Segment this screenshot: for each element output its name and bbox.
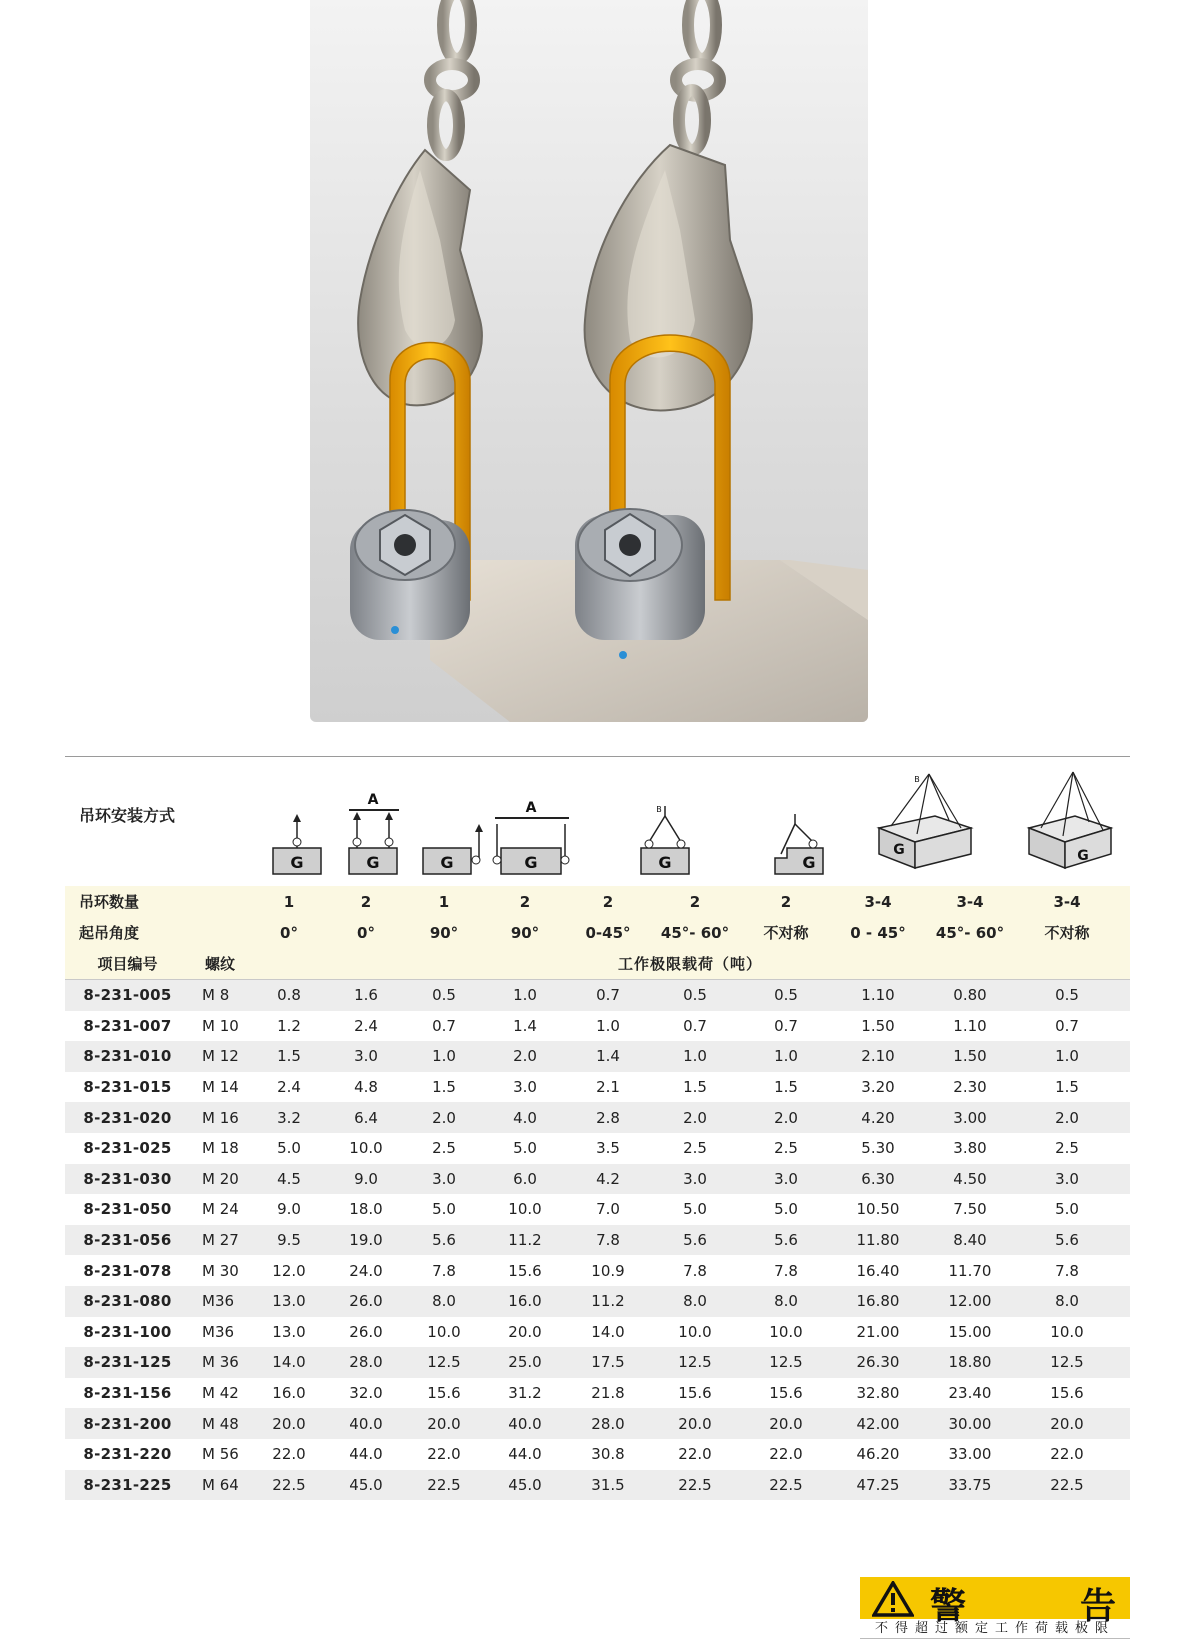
load-cell: 0.5 <box>774 986 798 1005</box>
load-cell: 22.0 <box>272 1445 306 1464</box>
load-cell: 3.0 <box>432 1169 456 1188</box>
load-cell: 3.20 <box>861 1078 895 1097</box>
angle-cell: 90° <box>429 923 459 942</box>
diagram-double-side <box>493 800 569 874</box>
load-cell: 2.30 <box>953 1078 987 1097</box>
load-cell: 1.5 <box>1055 1078 1079 1097</box>
angle-cell: 0-45° <box>585 923 631 942</box>
svg-text:G: G <box>802 853 816 872</box>
qty-cell: 1 <box>283 892 295 911</box>
load-cell: 4.8 <box>354 1078 378 1097</box>
header-band <box>65 886 1130 979</box>
item-number-cell: 8-231-156 <box>83 1384 172 1403</box>
load-cell: 7.0 <box>596 1200 620 1219</box>
thread-cell: M 56 <box>202 1445 239 1464</box>
table-row <box>65 1317 1130 1348</box>
load-cell: 3.0 <box>774 1169 798 1188</box>
load-cell: 1.10 <box>861 986 895 1005</box>
load-cell: 20.0 <box>508 1322 542 1341</box>
load-cell: 21.8 <box>591 1384 625 1403</box>
item-number-cell: 8-231-015 <box>83 1078 172 1097</box>
load-cell: 45.0 <box>508 1475 542 1494</box>
load-cell: 3.0 <box>1055 1169 1079 1188</box>
load-cell: 10.50 <box>856 1200 900 1219</box>
divider <box>65 756 1130 757</box>
load-cell: 12.5 <box>769 1353 803 1372</box>
load-cell: 7.8 <box>1055 1261 1079 1280</box>
load-cell: 22.5 <box>1050 1475 1084 1494</box>
table-row <box>65 1439 1130 1470</box>
load-cell: 3.0 <box>513 1078 537 1097</box>
load-cell: 33.75 <box>948 1475 992 1494</box>
load-cell: 3.2 <box>277 1108 301 1127</box>
svg-text:B: B <box>914 775 920 784</box>
load-cell: 7.8 <box>432 1261 456 1280</box>
spec-table <box>65 768 1130 1500</box>
table-row <box>65 1225 1130 1256</box>
load-cell: 2.0 <box>774 1108 798 1127</box>
table-row <box>65 1194 1130 1225</box>
load-cell: 19.0 <box>349 1231 383 1250</box>
load-cell: 1.0 <box>432 1047 456 1066</box>
svg-text:A: A <box>525 800 537 816</box>
qty-cell: 2 <box>780 892 792 911</box>
load-cell: 16.0 <box>508 1292 542 1311</box>
load-cell: 8.0 <box>1055 1292 1079 1311</box>
load-cell: 9.0 <box>354 1169 378 1188</box>
load-cell: 0.5 <box>1055 986 1079 1005</box>
table-row <box>65 1378 1130 1409</box>
load-cell: 20.0 <box>427 1414 461 1433</box>
load-cell: 1.5 <box>774 1078 798 1097</box>
load-cell: 10.9 <box>591 1261 625 1280</box>
qty-row <box>65 886 1130 917</box>
load-cell: 11.70 <box>948 1261 992 1280</box>
load-cell: 0.7 <box>1055 1016 1079 1035</box>
table-row <box>65 1164 1130 1195</box>
load-cell: 22.5 <box>272 1475 306 1494</box>
load-cell: 0.7 <box>683 1016 707 1035</box>
diagram-four-leg-box <box>879 774 971 868</box>
angle-cell: 45°- 60° <box>660 923 730 942</box>
load-cell: 1.5 <box>277 1047 301 1066</box>
item-number-cell: 8-231-010 <box>83 1047 172 1066</box>
item-number-cell: 8-231-007 <box>83 1016 172 1035</box>
table-row <box>65 1041 1130 1072</box>
table-row <box>65 1408 1130 1439</box>
item-number-cell: 8-231-125 <box>83 1353 172 1372</box>
load-cell: 10.0 <box>1050 1322 1084 1341</box>
item-number-cell: 8-231-225 <box>83 1475 172 1494</box>
angle-cell: 不对称 <box>763 924 809 942</box>
load-cell: 10.0 <box>769 1322 803 1341</box>
thread-cell: M 18 <box>202 1139 239 1158</box>
load-cell: 5.6 <box>774 1231 798 1250</box>
load-cell: 44.0 <box>349 1445 383 1464</box>
load-cell: 11.2 <box>508 1231 542 1250</box>
load-cell: 1.4 <box>513 1016 537 1035</box>
diagram-single-side <box>423 824 483 874</box>
load-cell: 14.0 <box>591 1322 625 1341</box>
load-cell: 5.6 <box>683 1231 707 1250</box>
load-cell: 2.5 <box>774 1139 798 1158</box>
load-cell: 5.0 <box>774 1200 798 1219</box>
load-cell: 46.20 <box>856 1445 900 1464</box>
load-cell: 1.0 <box>683 1047 707 1066</box>
load-cell: 5.6 <box>432 1231 456 1250</box>
thread-cell: M 12 <box>202 1047 239 1066</box>
load-cell: 3.5 <box>596 1139 620 1158</box>
load-cell: 31.5 <box>591 1475 625 1494</box>
thread-cell: M 24 <box>202 1200 239 1219</box>
load-cell: 4.0 <box>513 1108 537 1127</box>
svg-text:G: G <box>658 853 672 872</box>
load-cell: 3.80 <box>953 1139 987 1158</box>
angle-cell: 0° <box>280 923 298 942</box>
load-cell: 12.5 <box>427 1353 461 1372</box>
warning-badge <box>860 1577 1130 1638</box>
load-cell: 7.50 <box>953 1200 987 1219</box>
load-cell: 1.10 <box>953 1016 987 1035</box>
load-cell: 16.80 <box>856 1292 900 1311</box>
load-cell: 15.6 <box>678 1384 712 1403</box>
item-number-cell: 8-231-220 <box>83 1445 172 1464</box>
load-cell: 2.0 <box>683 1108 707 1127</box>
load-cell: 6.0 <box>513 1169 537 1188</box>
load-cell: 8.0 <box>432 1292 456 1311</box>
load-cell: 12.00 <box>948 1292 992 1311</box>
load-cell: 26.0 <box>349 1292 383 1311</box>
item-number-cell: 8-231-078 <box>83 1261 172 1280</box>
thread-cell: M 14 <box>202 1078 239 1097</box>
svg-text:G: G <box>440 853 454 872</box>
load-cell: 2.5 <box>683 1139 707 1158</box>
load-cell: 5.0 <box>513 1139 537 1158</box>
load-cell: 20.0 <box>272 1414 306 1433</box>
qty-label: 吊环数量 <box>79 893 140 911</box>
qty-cell: 2 <box>602 892 614 911</box>
qty-cell: 3-4 <box>864 892 892 911</box>
load-cell: 1.0 <box>1055 1047 1079 1066</box>
load-cell: 22.5 <box>678 1475 712 1494</box>
svg-text:A: A <box>367 792 379 808</box>
load-cell: 1.2 <box>277 1016 301 1035</box>
load-cell: 1.0 <box>596 1016 620 1035</box>
load-cell: 32.80 <box>856 1384 900 1403</box>
product-photo <box>310 0 868 722</box>
qty-cell: 2 <box>689 892 701 911</box>
load-cell: 0.7 <box>774 1016 798 1035</box>
install-diagrams <box>65 768 1130 886</box>
load-cell: 13.0 <box>272 1322 306 1341</box>
load-cell: 40.0 <box>508 1414 542 1433</box>
load-cell: 0.5 <box>683 986 707 1005</box>
load-cell: 8.0 <box>774 1292 798 1311</box>
load-cell: 5.0 <box>1055 1200 1079 1219</box>
load-cell: 0.7 <box>596 986 620 1005</box>
load-cell: 8.0 <box>683 1292 707 1311</box>
load-cell: 20.0 <box>769 1414 803 1433</box>
item-number-cell: 8-231-200 <box>83 1414 172 1433</box>
load-cell: 2.4 <box>354 1016 378 1035</box>
angle-cell: 0 - 45° <box>850 923 906 942</box>
load-cell: 28.0 <box>349 1353 383 1372</box>
thread-cell: M 42 <box>202 1384 239 1403</box>
load-cell: 42.00 <box>856 1414 900 1433</box>
load-cell: 3.0 <box>683 1169 707 1188</box>
warning-char-1: 警 <box>930 1586 967 1627</box>
item-number-cell: 8-231-050 <box>83 1200 172 1219</box>
column-header-row <box>65 948 1130 979</box>
load-cell: 26.0 <box>349 1322 383 1341</box>
load-cell: 9.5 <box>277 1231 301 1250</box>
load-cell: 22.0 <box>678 1445 712 1464</box>
load-cell: 32.0 <box>349 1384 383 1403</box>
table-row <box>65 1072 1130 1103</box>
load-cell: 30.8 <box>591 1445 625 1464</box>
col-thread-header: 螺纹 <box>204 955 235 973</box>
load-cell: 12.5 <box>1050 1353 1084 1372</box>
col-load-header: 工作极限载荷（吨） <box>617 955 762 973</box>
item-number-cell: 8-231-025 <box>83 1139 172 1158</box>
load-cell: 25.0 <box>508 1353 542 1372</box>
load-cell: 44.0 <box>508 1445 542 1464</box>
thread-cell: M 64 <box>202 1475 239 1494</box>
angle-label: 起吊角度 <box>79 924 140 942</box>
load-cell: 0.7 <box>432 1016 456 1035</box>
table-row <box>65 1286 1130 1317</box>
load-cell: 1.4 <box>596 1047 620 1066</box>
load-cell: 20.0 <box>678 1414 712 1433</box>
load-cell: 6.30 <box>861 1169 895 1188</box>
load-cell: 5.0 <box>277 1139 301 1158</box>
install-method-row <box>65 768 1130 886</box>
load-cell: 28.0 <box>591 1414 625 1433</box>
item-number-cell: 8-231-020 <box>83 1108 172 1127</box>
thread-cell: M36 <box>202 1322 235 1341</box>
load-cell: 10.0 <box>427 1322 461 1341</box>
load-cell: 2.0 <box>513 1047 537 1066</box>
load-cell: 8.40 <box>953 1231 987 1250</box>
load-cell: 2.10 <box>861 1047 895 1066</box>
diagram-single-vertical <box>273 814 321 874</box>
load-cell: 22.5 <box>427 1475 461 1494</box>
item-number-cell: 8-231-030 <box>83 1169 172 1188</box>
load-cell: 5.0 <box>432 1200 456 1219</box>
warning-icon <box>872 1581 914 1617</box>
svg-text:G: G <box>366 853 380 872</box>
load-cell: 16.0 <box>272 1384 306 1403</box>
load-cell: 21.00 <box>856 1322 900 1341</box>
load-cell: 2.8 <box>596 1108 620 1127</box>
load-cell: 47.25 <box>856 1475 900 1494</box>
item-number-cell: 8-231-056 <box>83 1231 172 1250</box>
diagram-two-leg-angle <box>641 805 689 874</box>
load-cell: 3.0 <box>354 1047 378 1066</box>
load-cell: 1.0 <box>774 1047 798 1066</box>
load-cell: 1.50 <box>953 1047 987 1066</box>
svg-text:G: G <box>893 842 905 858</box>
load-cell: 15.00 <box>948 1322 992 1341</box>
table-row <box>65 1102 1130 1133</box>
load-cell: 4.5 <box>277 1169 301 1188</box>
svg-text:B: B <box>656 805 662 814</box>
item-number-cell: 8-231-100 <box>83 1322 172 1341</box>
load-cell: 22.0 <box>427 1445 461 1464</box>
load-cell: 12.5 <box>678 1353 712 1372</box>
load-cell: 7.8 <box>774 1261 798 1280</box>
load-cell: 10.0 <box>678 1322 712 1341</box>
load-cell: 5.6 <box>1055 1231 1079 1250</box>
item-number-cell: 8-231-005 <box>83 986 172 1005</box>
table-row <box>65 1011 1130 1042</box>
load-cell: 2.0 <box>432 1108 456 1127</box>
load-cell: 17.5 <box>591 1353 625 1372</box>
load-cell: 0.8 <box>277 986 301 1005</box>
table-row <box>65 1255 1130 1286</box>
thread-cell: M 30 <box>202 1261 239 1280</box>
qty-cell: 1 <box>438 892 450 911</box>
load-cell: 18.80 <box>948 1353 992 1372</box>
load-cell: 1.5 <box>683 1078 707 1097</box>
load-cell: 4.50 <box>953 1169 987 1188</box>
load-cell: 24.0 <box>349 1261 383 1280</box>
table-row <box>65 1470 1130 1501</box>
load-cell: 5.30 <box>861 1139 895 1158</box>
load-cell: 15.6 <box>508 1261 542 1280</box>
thread-cell: M36 <box>202 1292 235 1311</box>
table-row <box>65 1133 1130 1164</box>
warning-char-2: 告 <box>1079 1586 1116 1627</box>
angle-cell: 90° <box>510 923 540 942</box>
load-cell: 16.40 <box>856 1261 900 1280</box>
angle-cell: 0° <box>357 923 375 942</box>
load-cell: 23.40 <box>948 1384 992 1403</box>
thread-cell: M 8 <box>202 986 230 1005</box>
angle-cell: 不对称 <box>1044 924 1090 942</box>
load-cell: 18.0 <box>349 1200 383 1219</box>
load-cell: 10.0 <box>349 1139 383 1158</box>
load-cell: 45.0 <box>349 1475 383 1494</box>
load-cell: 2.1 <box>596 1078 620 1097</box>
diagram-double-vertical <box>349 792 399 874</box>
load-cell: 4.20 <box>861 1108 895 1127</box>
item-number-cell: 8-231-080 <box>83 1292 172 1311</box>
svg-text:G: G <box>524 853 538 872</box>
load-cell: 30.00 <box>948 1414 992 1433</box>
load-cell: 22.0 <box>769 1445 803 1464</box>
load-cell: 11.80 <box>856 1231 900 1250</box>
load-cell: 22.5 <box>769 1475 803 1494</box>
table-body <box>65 979 1130 1500</box>
table-row <box>65 1347 1130 1378</box>
load-cell: 13.0 <box>272 1292 306 1311</box>
load-cell: 31.2 <box>508 1384 542 1403</box>
load-cell: 2.0 <box>1055 1108 1079 1127</box>
load-cell: 14.0 <box>272 1353 306 1372</box>
load-cell: 33.00 <box>948 1445 992 1464</box>
diagram-four-leg-box-2 <box>1029 772 1111 868</box>
load-cell: 1.50 <box>861 1016 895 1035</box>
load-cell: 2.4 <box>277 1078 301 1097</box>
thread-cell: M 16 <box>202 1108 239 1127</box>
load-cell: 26.30 <box>856 1353 900 1372</box>
warning-text: 不得超过额定工作荷载极限 <box>860 1619 1130 1639</box>
load-cell: 15.6 <box>427 1384 461 1403</box>
load-cell: 5.0 <box>683 1200 707 1219</box>
thread-cell: M 36 <box>202 1353 239 1372</box>
load-cell: 11.2 <box>591 1292 625 1311</box>
load-cell: 2.5 <box>1055 1139 1079 1158</box>
load-cell: 1.6 <box>354 986 378 1005</box>
qty-cell: 3-4 <box>956 892 984 911</box>
load-cell: 40.0 <box>349 1414 383 1433</box>
qty-cell: 2 <box>519 892 531 911</box>
load-cell: 4.2 <box>596 1169 620 1188</box>
load-cell: 7.8 <box>683 1261 707 1280</box>
svg-text:G: G <box>290 853 304 872</box>
load-cell: 12.0 <box>272 1261 306 1280</box>
thread-cell: M 10 <box>202 1016 239 1035</box>
load-cell: 22.0 <box>1050 1445 1084 1464</box>
load-cell: 1.0 <box>513 986 537 1005</box>
thread-cell: M 20 <box>202 1169 239 1188</box>
angle-cell: 45°- 60° <box>935 923 1005 942</box>
load-cell: 0.80 <box>953 986 987 1005</box>
col-item-header: 项目编号 <box>97 955 158 973</box>
install-method-label: 吊环安装方式 <box>79 805 176 825</box>
load-cell: 9.0 <box>277 1200 301 1219</box>
load-cell: 0.5 <box>432 986 456 1005</box>
load-cell: 7.8 <box>596 1231 620 1250</box>
load-cell: 15.6 <box>769 1384 803 1403</box>
load-cell: 10.0 <box>508 1200 542 1219</box>
thread-cell: M 27 <box>202 1231 239 1250</box>
load-cell: 20.0 <box>1050 1414 1084 1433</box>
load-cell: 3.00 <box>953 1108 987 1127</box>
load-cell: 6.4 <box>354 1108 378 1127</box>
load-cell: 15.6 <box>1050 1384 1084 1403</box>
load-cell: 2.5 <box>432 1139 456 1158</box>
load-cell: 1.5 <box>432 1078 456 1097</box>
svg-text:G: G <box>1077 848 1089 864</box>
diagram-asymmetric <box>775 814 823 874</box>
qty-cell: 2 <box>360 892 372 911</box>
angle-row <box>65 917 1130 948</box>
qty-cell: 3-4 <box>1053 892 1081 911</box>
table-row <box>65 980 1130 1011</box>
thread-cell: M 48 <box>202 1414 239 1433</box>
